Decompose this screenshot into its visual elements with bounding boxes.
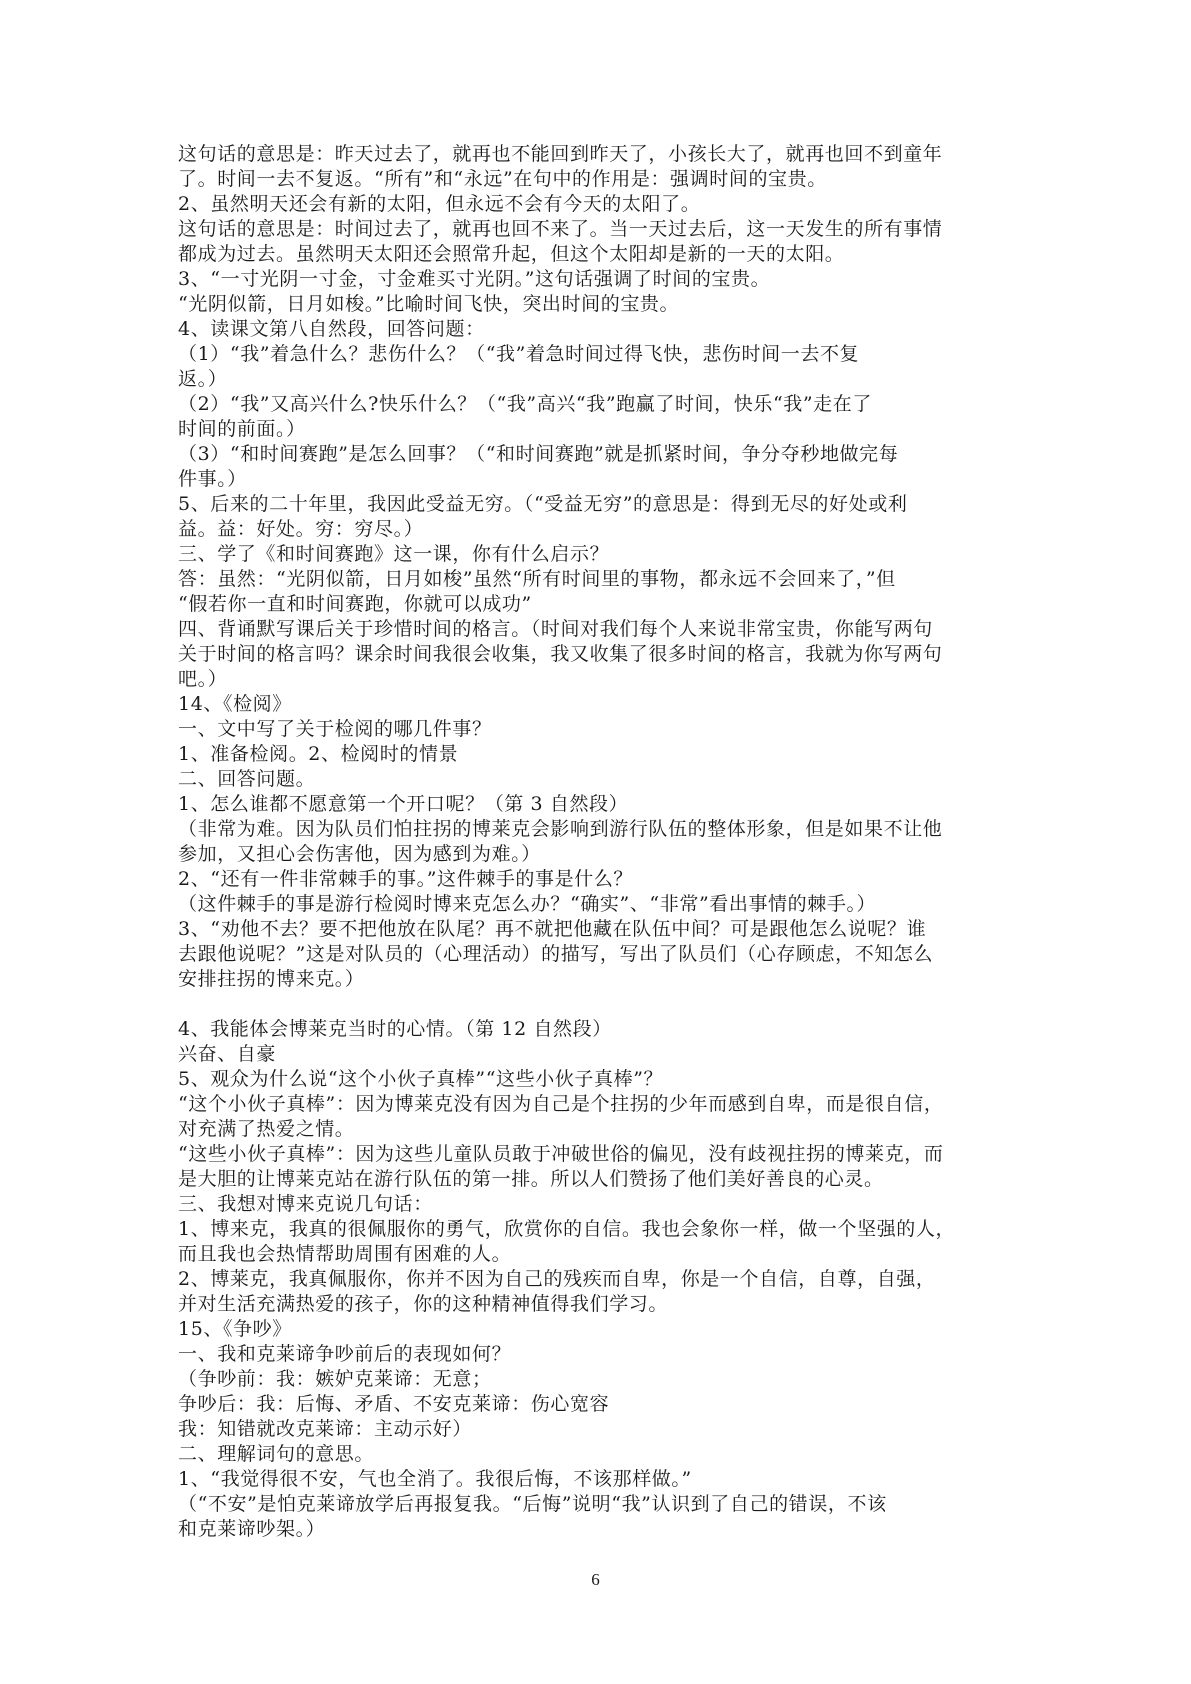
- text-line: 5、观众为什么说“这个小伙子真棒”“这些小伙子真棒”？: [178, 1068, 664, 1090]
- text-line: 安排拄拐的博来克。）: [178, 968, 365, 990]
- page-number: 6: [591, 1570, 600, 1589]
- text-line: “这些小伙子真棒”：因为这些儿童队员敢于冲破世俗的偏见，没有歧视拄拐的博莱克，而: [178, 1143, 944, 1165]
- text-line: 15、《争吵》: [178, 1318, 292, 1340]
- text-line: 和克莱谛吵架。）: [178, 1518, 326, 1540]
- text-line: 都成为过去。虽然明天太阳还会照常升起，但这个太阳却是新的一天的太阳。: [178, 243, 845, 265]
- text-line: 三、我想对博来克说几句话：: [178, 1193, 433, 1215]
- text-line: （“不安”是怕克莱谛放学后再报复我。“后悔”说明“我”认识到了自己的错误，不该: [178, 1493, 887, 1515]
- text-line: 件事。）: [178, 468, 247, 490]
- text-line: 是大胆的让博莱克站在游行队伍的第一排。所以人们赞扬了他们美好善良的心灵。: [178, 1168, 884, 1190]
- text-line: 2、虽然明天还会有新的太阳，但永远不会有今天的太阳了。: [178, 193, 701, 215]
- text-line: 5、后来的二十年里，我因此受益无穷。（“受益无穷”的意思是：得到无尽的好处或利: [178, 493, 908, 515]
- text-line: 而且我也会热情帮助周围有困难的人。: [178, 1243, 512, 1265]
- text-line: 兴奋、自豪: [178, 1043, 277, 1065]
- text-line: 14、《检阅》: [178, 693, 292, 715]
- text-line: （这件棘手的事是游行检阅时博来克怎么办？“确实”、“非常”看出事情的棘手。）: [178, 893, 877, 915]
- text-line: 1、怎么谁都不愿意第一个开口呢？（第 3 自然段）: [178, 793, 629, 815]
- text-line: 三、学了《和时间赛跑》这一课，你有什么启示？: [178, 543, 610, 565]
- text-line: [178, 992, 1028, 1017]
- text-line: 时间的前面。）: [178, 418, 306, 440]
- text-line: 答：虽然：“光阴似箭，日月如梭”虽然“所有时间里的事物，都永远不会回来了，”但: [178, 568, 896, 590]
- text-line: 争吵后：我：后悔、矛盾、不安克莱谛：伤心宽容: [178, 1393, 610, 1415]
- text-line: 这句话的意思是：昨天过去了，就再也不能回到昨天了，小孩长大了，就再也回不到童年: [178, 143, 943, 165]
- text-line: 一、我和克莱谛争吵前后的表现如何？: [178, 1343, 512, 1365]
- text-line: 3、“一寸光阴一寸金，寸金难买寸光阴。”这句话强调了时间的宝贵。: [178, 268, 771, 290]
- text-line: 二、理解词句的意思。: [178, 1443, 375, 1465]
- text-line: 1、准备检阅。2、检阅时的情景: [178, 743, 459, 765]
- text-line: 这句话的意思是：时间过去了，就再也回不来了。当一天过去后，这一天发生的所有事情: [178, 218, 943, 240]
- text-line: 4、读课文第八自然段，回答问题：: [178, 318, 485, 340]
- text-line: “这个小伙子真棒”：因为博莱克没有因为自己是个拄拐的少年而感到自卑，而是很自信，: [178, 1093, 944, 1115]
- text-line: 2、“还有一件非常棘手的事。”这件棘手的事是什么？: [178, 868, 634, 890]
- text-line: 1、博来克，我真的很佩服你的勇气，欣赏你的自信。我也会象你一样，做一个坚强的人，: [178, 1218, 956, 1240]
- text-line: 四、背诵默写课后关于珍惜时间的格言。（时间对我们每个人来说非常宝贵，你能写两句: [178, 618, 933, 640]
- text-line: 2、博莱克，我真佩服你，你并不因为自己的残疾而自卑，你是一个自信，自尊，自强，: [178, 1268, 936, 1290]
- text-line: “假若你一直和时间赛跑，你就可以成功”: [178, 593, 532, 615]
- text-line: （3）“和时间赛跑”是怎么回事？（“和时间赛跑”就是抓紧时间，争分夺秒地做完每: [178, 443, 899, 465]
- text-line: 返。）: [178, 368, 228, 390]
- text-line: 参加，又担心会伤害他，因为感到为难。）: [178, 843, 541, 865]
- text-line: 并对生活充满热爱的孩子，你的这种精神值得我们学习。: [178, 1293, 669, 1315]
- text-line: 3、“劝他不去？要不把他放在队尾？再不就把他藏在队伍中间？可是跟他怎么说呢？谁: [178, 918, 927, 940]
- text-line: “光阴似箭，日月如梭。”比喻时间飞快，突出时间的宝贵。: [178, 293, 680, 315]
- document-body: [178, 142, 1028, 1542]
- text-line: （非常为难。因为队员们怕拄拐的博莱克会影响到游行队伍的整体形象，但是如果不让他: [178, 818, 943, 840]
- text-line: （争吵前：我：嫉妒克莱谛：无意；: [178, 1368, 492, 1390]
- text-line: 益。益：好处。穷：穷尽。）: [178, 518, 424, 540]
- text-line: 一、文中写了关于检阅的哪几件事？: [178, 718, 492, 740]
- text-line: （2）“我”又高兴什么?快乐什么？（“我”高兴“我”跑赢了时间，快乐“我”走在了: [178, 393, 872, 415]
- text-line: 二、回答问题。: [178, 768, 316, 790]
- text-line: 4、我能体会博莱克当时的心情。（第 12 自然段）: [178, 1018, 612, 1040]
- text-line: 对充满了热爱之情。: [178, 1118, 355, 1140]
- text-line: 了。时间一去不复返。“所有”和“永远”在句中的作用是：强调时间的宝贵。: [178, 168, 827, 190]
- text-line: 关于时间的格言吗？课余时间我很会收集，我又收集了很多时间的格言，我就为你写两句: [178, 643, 943, 665]
- text-line: （1）“我”着急什么？悲伤什么？（“我”着急时间过得飞快，悲伤时间一去不复: [178, 343, 860, 365]
- text-line: 去跟他说呢？”这是对队员的（心理活动）的描写，写出了队员们（心存顾虑，不知怎么: [178, 943, 934, 965]
- text-line: 我：知错就改克莱谛：主动示好）: [178, 1418, 473, 1440]
- text-line: 1、“我觉得很不安，气也全消了。我很后悔，不该那样做。”: [178, 1468, 692, 1490]
- text-line: 吧。）: [178, 668, 228, 690]
